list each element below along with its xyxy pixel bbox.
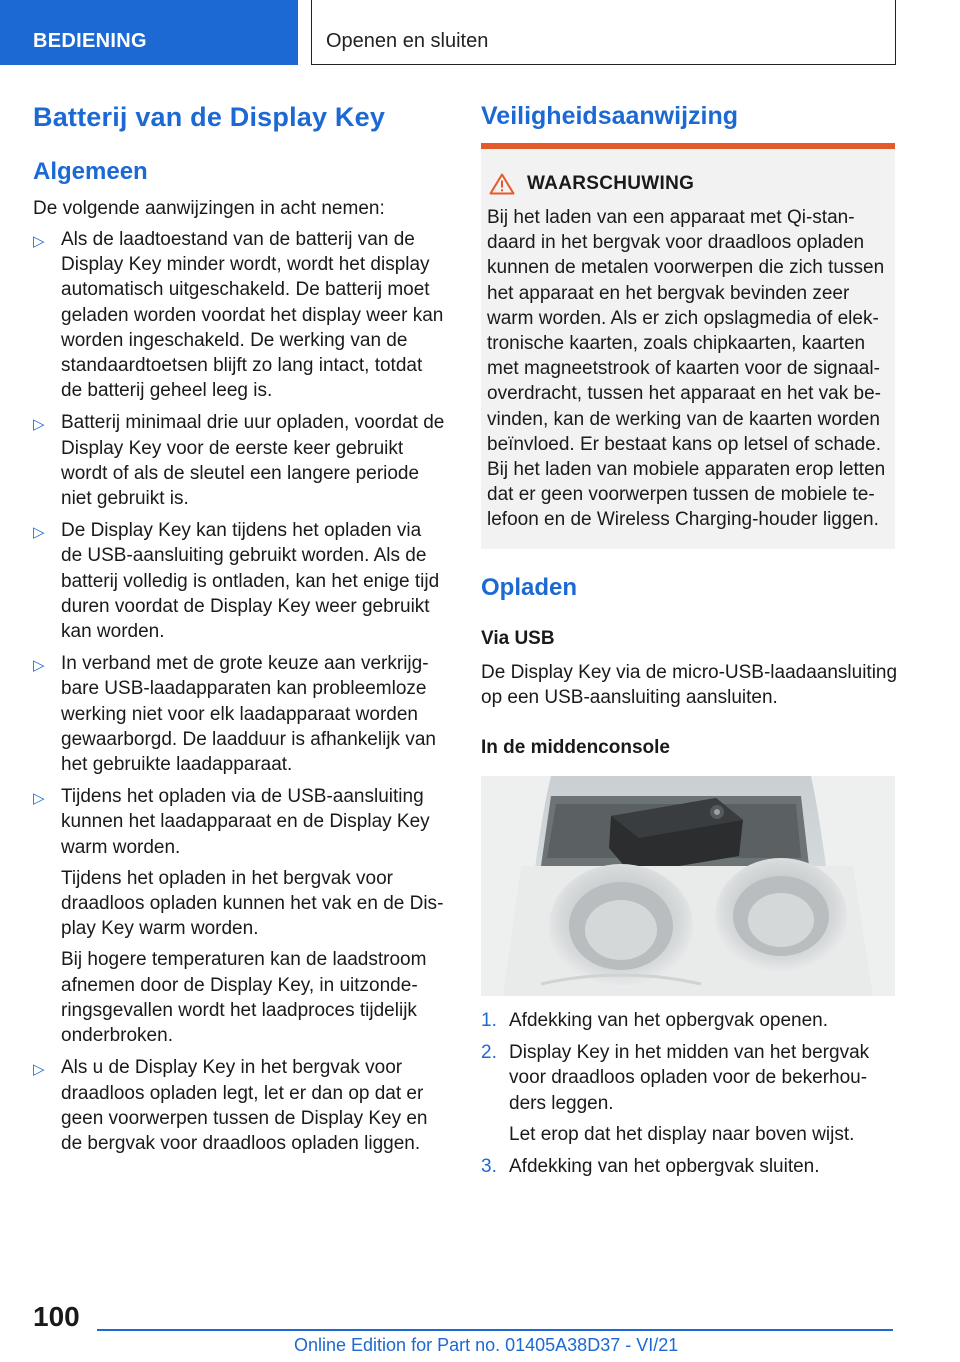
page-title: Batterij van de Display Key bbox=[33, 102, 386, 132]
step-number: 2. bbox=[481, 1042, 497, 1064]
usb-heading: Via USB bbox=[481, 628, 555, 649]
list-item-sub: Bij hogere temperaturen kan de laadstroom afnemen door de Display Key, in uitzonderingsgevallen wordt het laadproces tijdelijk onderbroken. bbox=[61, 949, 427, 1047]
warning-title: WAARSCHUWING bbox=[527, 173, 695, 194]
triangle-bullet-icon: ▷ bbox=[33, 657, 45, 675]
list-item: ▷ Als de laadtoestand van de batterij van de Display Key minder wordt, wordt het display automatisch uitgeschakeld. De batterij moet geladen worden voordat het display weer kan worden ingeschakeld. De werking van de standaardtoetsen blijft zo lang intact, totdat de batterij geheel leeg is. bbox=[33, 229, 444, 402]
section-label: BEDIENING bbox=[33, 30, 147, 52]
notes-list bbox=[33, 227, 447, 1163]
chapter-label: Openen en sluiten bbox=[326, 30, 489, 52]
list-item-sub: Let erop dat het display naar boven wijst. bbox=[509, 1123, 855, 1145]
console-photo bbox=[481, 776, 895, 996]
footer-edition: Online Edition for Part no. 01405A38D37 - VI/21 bbox=[294, 1335, 679, 1355]
section-tab bbox=[0, 0, 298, 65]
triangle-bullet-icon: ▷ bbox=[33, 416, 45, 434]
list-item: ▷ Batterij minimaal drie uur opladen, voordat de Display Key voor de eerste keer gebruikt wordt of als de sleutel een langere periode niet gebruikt is. bbox=[33, 412, 445, 510]
warning-triangle-icon bbox=[489, 173, 515, 195]
list-item: ▷ De Display Key kan tijdens het opladen via de USB-aansluiting gebruikt worden. Als de batterij volledig is ontladen, kan het enige tijd duren voordat de Display Key weer gebruikt kan worden. bbox=[33, 520, 440, 643]
console-heading: In de middenconsole bbox=[481, 737, 670, 758]
triangle-bullet-icon: ▷ bbox=[33, 233, 45, 250]
intro-text: De volgende aanwijzingen in acht nemen: bbox=[33, 198, 385, 219]
console-illustration bbox=[481, 776, 895, 996]
triangle-bullet-icon: ▷ bbox=[33, 790, 45, 808]
step-number: 3. bbox=[481, 1156, 497, 1178]
usb-text: De Display Key via de micro-USB-laadaansluiting op een USB-aansluiting aansluiten. bbox=[481, 662, 898, 709]
list-item: ▷ Als u de Display Key in het bergvak voor draadloos opladen legt, let er dan op dat er geen voorwerpen tussen de Display Key en de bergvak voor draadloos opladen liggen. bbox=[33, 1057, 428, 1154]
list-item-sub: Tijdens het opladen in het bergvak voor draadloos opladen kunnen het vak en de Display Key warm worden. bbox=[61, 867, 444, 940]
list-item: 2. Display Key in het midden van het bergvak voor draadloos opladen voor de bekerhouders leggen. Let erop dat het display naar boven wijst. bbox=[481, 1040, 895, 1147]
list-item: 3. Afdekking van het opbergvak sluiten. bbox=[481, 1154, 895, 1179]
footer-line bbox=[97, 1329, 893, 1331]
step-number: 1. bbox=[481, 1010, 497, 1031]
triangle-bullet-icon: ▷ bbox=[33, 1061, 45, 1079]
warning-box bbox=[481, 149, 895, 549]
charging-heading: Opladen bbox=[481, 574, 578, 601]
warning-header bbox=[489, 173, 694, 195]
safety-heading: Veiligheidsaanwijzing bbox=[481, 102, 739, 130]
warning-text: Bij het laden van een apparaat met Qi-standaard in het bergvak voor draadloos opladen kunnen de metalen voorwerpen die zich tussen het apparaat en het bergvak bevinden zeer warm worden. Als er zich opslagmedia of elektronische kaarten, zoals chipkaarten, kaarten met magneetstrook of kaarten voor de signaaloverdracht, tussen het apparaat en het vak bevinden, kan de werking van de kaarten worden beïnvloed. Er bestaat kans op letsel of schade. Bij het laden van mobiele apparaten erop letten dat er geen voorwerpen tussen de mobiele telefoon en de Wireless Charging-houder liggen. bbox=[487, 207, 886, 531]
section-heading-general: Algemeen bbox=[33, 158, 148, 185]
chapter-tab bbox=[311, 0, 896, 65]
list-item: ▷ In verband met de grote keuze aan verkrijgbare USB-laadapparaten kan probleemloze werking niet voor elk laadapparaat worden gewaarborgd. De laadduur is afhankelijk van het gebruikte laadapparaat. bbox=[33, 653, 436, 776]
list-item: 1. Afdekking van het opbergvak openen. bbox=[481, 1008, 895, 1033]
list-item: ▷ Tijdens het opladen via de USB-aansluiting kunnen het laadapparaat en de Display Key warm worden. Tijdens het opladen in het bergvak voor draadloos opladen kunnen het vak en de Display Key warm worden. Bij hogere temperaturen kan de laadstroom afnemen door de Display Key, in uitzonderingsgevallen wordt het laadproces tijdelijk onderbroken. bbox=[33, 784, 447, 1048]
steps-list bbox=[481, 1008, 895, 1186]
triangle-bullet-icon: ▷ bbox=[33, 524, 45, 542]
page-number: 100 bbox=[33, 1301, 80, 1332]
